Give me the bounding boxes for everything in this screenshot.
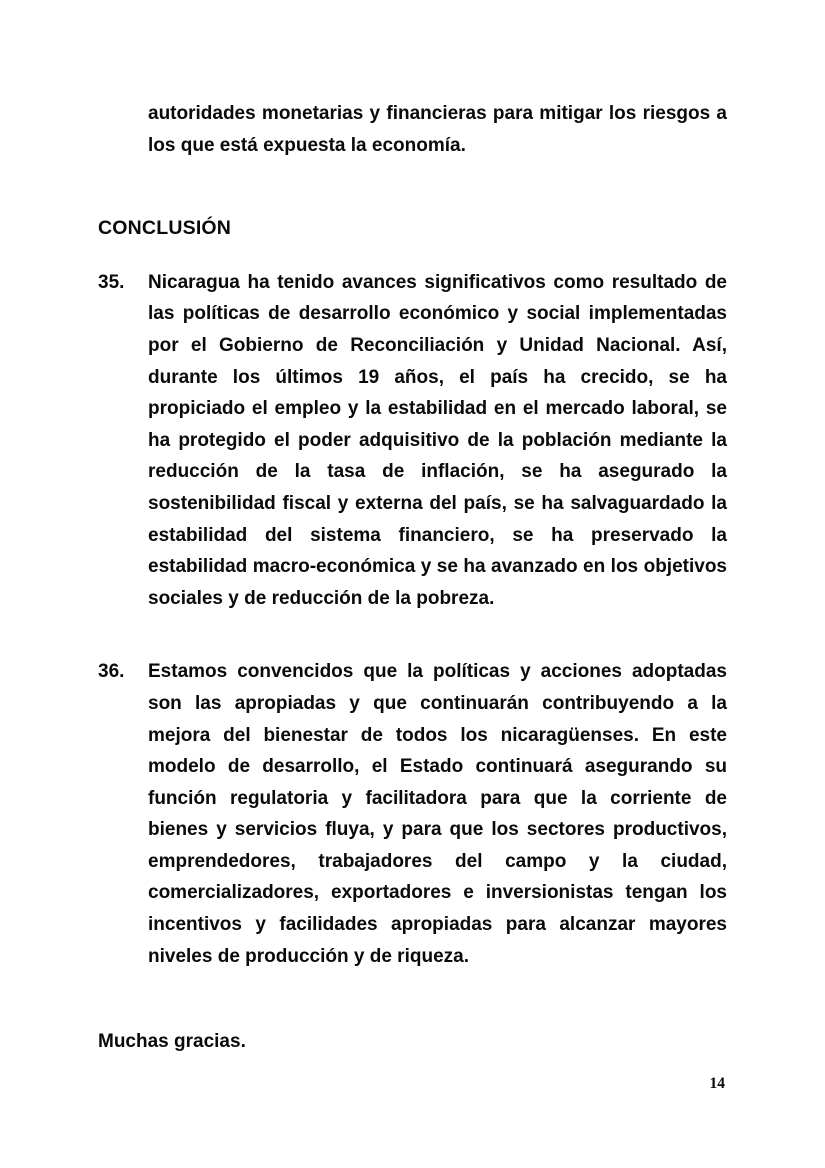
numbered-paragraph-36: [98, 656, 727, 972]
paragraph-text-36: Estamos convencidos que la políticas y acciones adoptadas son las apropiadas y que continuarán contribuyendo a la mejora del bienestar de todos los nicaragüenses. En este modelo de desarrollo, el Estado continuará asegurando su función regulatoria y facilitadora para que la corriente de bienes y servicios fluya, y para que los sectores productivos, emprendedores, trabajadores del campo y la ciudad, comercializadores, exportadores e inversionistas tengan los incentivos y facilidades apropiadas para alcanzar mayores niveles de producción y de riqueza.: [148, 661, 727, 967]
paragraph-text-35: Nicaragua ha tenido avances significativos como resultado de las políticas de desarrollo económico y social implementadas por el Gobierno de Reconciliación y Unidad Nacional. Así, durante los últimos 19 años, el país ha crecido, se ha propiciado el empleo y la estabilidad en el mercado laboral, se ha protegido el poder adquisitivo de la población mediante la reducción de la tasa de inflación, se ha asegurado la sostenibilidad fiscal y externa del país, se ha salvaguardado la estabilidad del sistema financiero, se ha preservado la estabilidad macro-económica y se ha avanzado en los objetivos sociales y de reducción de la pobreza.: [148, 271, 727, 609]
paragraph-number-35: 35.: [98, 271, 125, 293]
numbered-paragraph-35: [98, 267, 727, 615]
continuation-paragraph: autoridades monetarias y financieras para mitigar los riesgos a los que está expuesta la economía.: [148, 103, 727, 156]
page-number: 14: [709, 1075, 725, 1092]
paragraph-number-36: 36.: [98, 661, 125, 683]
section-heading-conclusion: CONCLUSIÓN: [98, 217, 232, 240]
closing-text: Muchas gracias.: [98, 1031, 246, 1053]
